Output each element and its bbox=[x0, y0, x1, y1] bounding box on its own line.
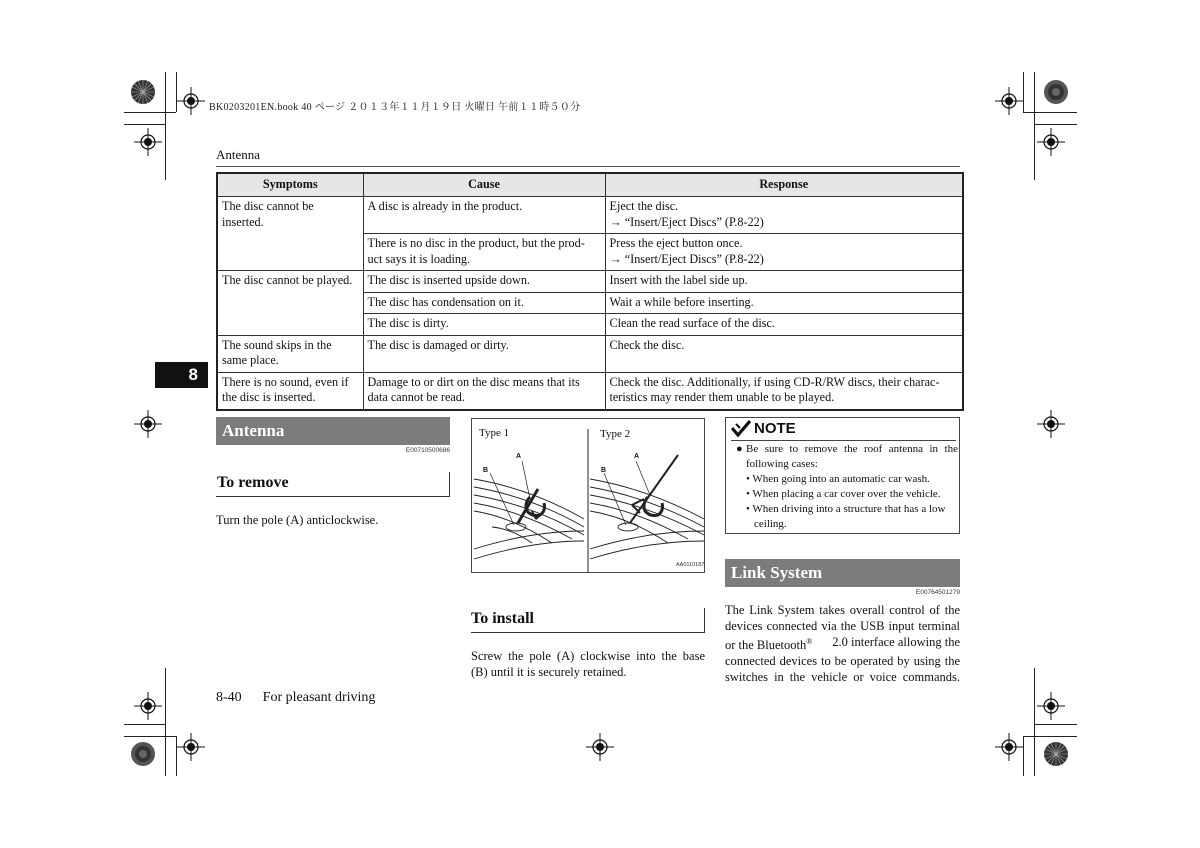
to-install-text bbox=[471, 648, 705, 680]
heading-rule bbox=[471, 632, 705, 633]
link-system-section-code: E00764501279 bbox=[915, 589, 960, 596]
cause-cell bbox=[363, 292, 605, 314]
note-title: NOTE bbox=[754, 420, 796, 437]
cell-line: The disc cannot be bbox=[222, 199, 314, 213]
cell-line: There is no disc in the product, but the prod- bbox=[367, 236, 585, 250]
text-fragment: or the Bluetooth bbox=[725, 638, 807, 653]
cause-cell bbox=[363, 314, 605, 336]
text-line: connected devices to be operated by using the bbox=[725, 654, 960, 669]
print-rosette-icon bbox=[1043, 741, 1069, 767]
registration-mark-icon bbox=[995, 87, 1023, 115]
antenna-illustration bbox=[472, 419, 704, 572]
note-rule bbox=[731, 440, 956, 441]
cause-cell bbox=[363, 271, 605, 293]
type2-label: Type 2 bbox=[600, 428, 631, 440]
troubleshooting-table bbox=[216, 172, 964, 411]
type1-label: Type 1 bbox=[479, 427, 510, 439]
symptom-cell bbox=[217, 372, 363, 410]
cell-line: inserted. bbox=[222, 214, 264, 229]
symptom-cell bbox=[217, 271, 363, 336]
cross-reference-link[interactable]: → “Insert/Eject Discs” (P.8-22) bbox=[609, 251, 764, 266]
text-line: The Link System takes overall control of the bbox=[725, 603, 960, 617]
page-number: 8-40 bbox=[216, 690, 242, 705]
cell-line: Clean the read surface of the disc. bbox=[609, 316, 775, 330]
cause-cell bbox=[363, 372, 605, 410]
registration-mark-icon bbox=[177, 87, 205, 115]
cell-line: A disc is already in the product. bbox=[367, 199, 523, 213]
to-remove-text: Turn the pole (A) anticlockwise. bbox=[216, 513, 379, 527]
note-intro-line: following cases: bbox=[746, 458, 818, 470]
response-cell bbox=[605, 271, 963, 293]
label-a: A bbox=[634, 453, 640, 460]
print-info: BK0203201EN.book 40 ページ ２０１３年１１月１９日 火曜日 午前１１時５０分 bbox=[209, 102, 581, 113]
text-fragment bbox=[725, 634, 812, 653]
note-subitem-text: When placing a car cover over the vehicle. bbox=[752, 488, 941, 500]
table-header-row bbox=[217, 173, 963, 197]
text-line: (B) until it is securely retained. bbox=[471, 665, 627, 679]
cell-line: Press the eject button once. bbox=[609, 236, 743, 250]
table-row bbox=[217, 271, 963, 293]
registration-mark-icon bbox=[177, 733, 205, 761]
footer-section-name: For pleasant driving bbox=[262, 690, 376, 705]
running-head: Antenna bbox=[216, 147, 261, 162]
label-b: B bbox=[483, 467, 489, 474]
cell-line: Damage to or dirt on the disc means that its bbox=[367, 374, 580, 389]
page-footer bbox=[216, 690, 375, 706]
antenna-section-code: E00710500686 bbox=[405, 447, 450, 454]
text-line bbox=[725, 634, 960, 653]
to-remove-heading: To remove bbox=[217, 474, 289, 491]
registration-mark-icon bbox=[134, 692, 162, 720]
print-rosette-icon bbox=[130, 79, 156, 105]
cell-line: the disc is inserted. bbox=[222, 390, 316, 404]
note-subitem-continued: ceiling. bbox=[754, 518, 787, 530]
registration-mark-icon bbox=[1037, 410, 1065, 438]
figure-code: AA0110187 bbox=[676, 562, 704, 568]
note-subitem-text: When going into an automatic car wash. bbox=[752, 473, 930, 485]
column-header-cause: Cause bbox=[363, 173, 605, 197]
cell-line: The disc cannot be played. bbox=[222, 273, 353, 287]
type2-drawing bbox=[590, 455, 704, 559]
registration-mark-icon bbox=[995, 733, 1023, 761]
cell-line: The sound skips in the bbox=[222, 337, 332, 352]
note-box bbox=[725, 417, 960, 534]
cell-line: The disc is dirty. bbox=[367, 316, 449, 330]
checkmark-note-icon bbox=[731, 420, 751, 437]
note-subitem: • When going into an automatic car wash. bbox=[746, 473, 930, 485]
type1-drawing bbox=[474, 461, 584, 559]
cell-line: There is no sound, even if bbox=[222, 374, 349, 389]
cell-line: same place. bbox=[222, 353, 279, 367]
symptom-cell bbox=[217, 197, 363, 271]
registration-mark-icon bbox=[134, 410, 162, 438]
print-rosette-icon bbox=[1043, 79, 1069, 105]
cross-reference-link[interactable]: → “Insert/Eject Discs” (P.8-22) bbox=[609, 214, 764, 229]
response-cell bbox=[605, 197, 963, 234]
cell-line: Eject the disc. bbox=[609, 199, 679, 213]
antenna-section-title: Antenna bbox=[216, 417, 450, 445]
registration-mark-icon bbox=[1037, 128, 1065, 156]
cell-line: The disc is inserted upside down. bbox=[367, 273, 530, 287]
table-row bbox=[217, 372, 963, 410]
print-rosette-icon bbox=[130, 741, 156, 767]
table-row bbox=[217, 335, 963, 372]
text-fragment: 2.0 interface allowing the bbox=[832, 635, 960, 649]
label-b: B bbox=[601, 467, 607, 474]
symptom-cell bbox=[217, 335, 363, 372]
note-body bbox=[736, 442, 958, 532]
heading-rule-tick bbox=[449, 472, 450, 497]
bullet-dot-icon: ● bbox=[736, 443, 743, 455]
response-cell bbox=[605, 372, 963, 410]
antenna-figure bbox=[471, 418, 705, 573]
cause-cell bbox=[363, 335, 605, 372]
note-subitem-text: When driving into a structure that has a low bbox=[752, 503, 946, 515]
cell-line: The disc is damaged or dirty. bbox=[367, 337, 509, 352]
note-intro-line: Be sure to remove the roof antenna in the bbox=[746, 443, 958, 455]
link-system-text bbox=[725, 602, 960, 685]
registered-mark: ® bbox=[806, 637, 813, 646]
label-a: A bbox=[516, 453, 522, 460]
note-header bbox=[731, 420, 796, 437]
link-system-section-title: Link System bbox=[725, 559, 960, 587]
header-rule bbox=[216, 166, 960, 167]
cell-line: teristics may render them unable to be played. bbox=[609, 390, 835, 404]
cause-cell bbox=[363, 197, 605, 234]
response-cell bbox=[605, 314, 963, 336]
table-row bbox=[217, 197, 963, 234]
cell-line: Wait a while before inserting. bbox=[609, 294, 754, 309]
cell-line: Check the disc. Additionally, if using CD-R/RW discs, their charac- bbox=[609, 374, 940, 389]
column-header-symptoms: Symptoms bbox=[217, 173, 363, 197]
cause-cell bbox=[363, 234, 605, 271]
cell-line: Insert with the label side up. bbox=[609, 273, 748, 287]
cell-line: Check the disc. bbox=[609, 337, 685, 352]
heading-rule-tick bbox=[704, 608, 705, 633]
heading-rule bbox=[216, 496, 450, 497]
text-line: Screw the pole (A) clockwise into the base bbox=[471, 649, 705, 663]
cell-line: data cannot be read. bbox=[367, 390, 465, 404]
to-install-heading: To install bbox=[471, 610, 534, 627]
chapter-tab: 8 bbox=[155, 362, 208, 388]
note-bullet bbox=[736, 442, 958, 457]
cell-line: The disc has condensation on it. bbox=[367, 294, 524, 309]
registration-mark-icon bbox=[134, 128, 162, 156]
registration-mark-icon bbox=[1037, 692, 1065, 720]
response-cell bbox=[605, 234, 963, 271]
registration-mark-icon bbox=[586, 733, 614, 761]
text-line: switches in the vehicle or voice commands. bbox=[725, 670, 960, 685]
note-subitem: • When driving into a structure that has a low bbox=[746, 503, 946, 515]
note-subitem: • When placing a car cover over the vehicle. bbox=[746, 488, 941, 500]
cell-line: uct says it is loading. bbox=[367, 251, 471, 266]
text-line: devices connected via the USB input terminal bbox=[725, 619, 960, 633]
response-cell bbox=[605, 335, 963, 372]
column-header-response: Response bbox=[605, 173, 963, 197]
response-cell bbox=[605, 292, 963, 314]
